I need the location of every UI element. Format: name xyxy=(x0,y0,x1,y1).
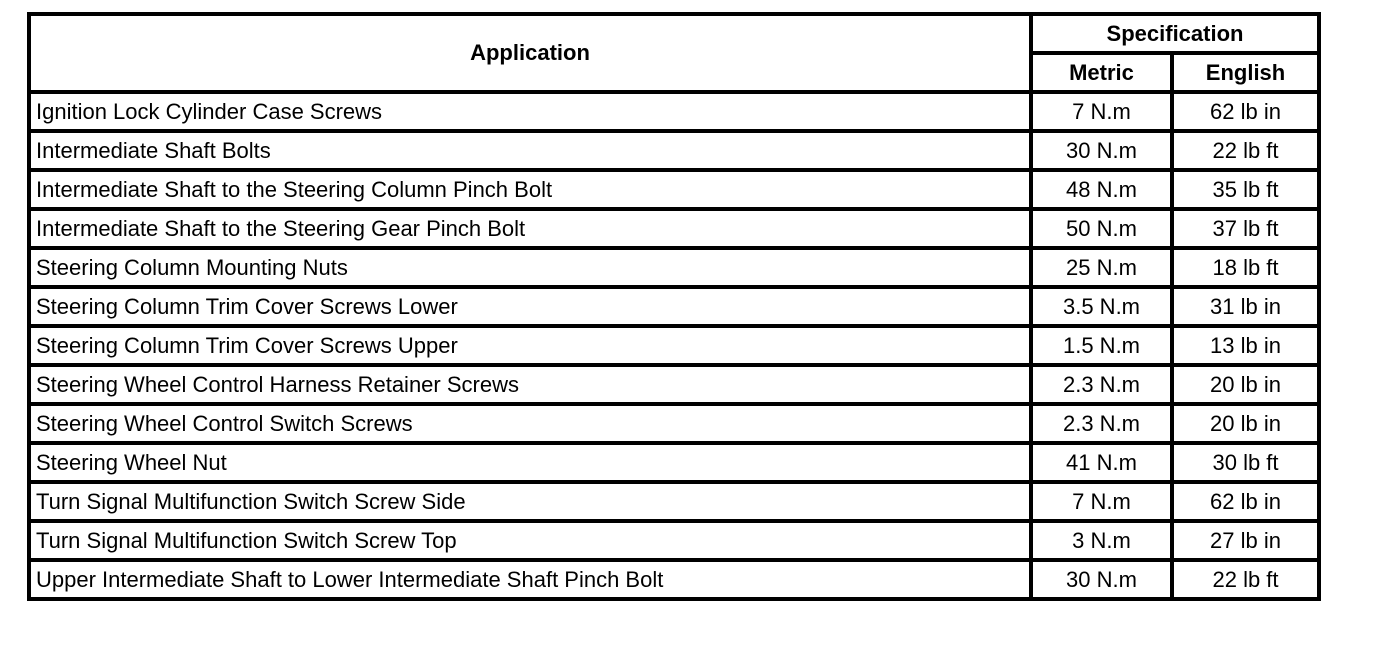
table-row xyxy=(29,131,1319,170)
application-cell: Steering Column Mounting Nuts xyxy=(29,248,1031,287)
torque-specification-table xyxy=(27,12,1321,601)
metric-cell: 7 N.m xyxy=(1031,482,1172,521)
header-row xyxy=(29,14,1319,53)
metric-cell: 7 N.m xyxy=(1031,92,1172,131)
table-row xyxy=(29,443,1319,482)
metric-cell: 25 N.m xyxy=(1031,248,1172,287)
table-row xyxy=(29,248,1319,287)
english-cell: 37 lb ft xyxy=(1172,209,1319,248)
application-cell: Steering Wheel Nut xyxy=(29,443,1031,482)
english-cell: 22 lb ft xyxy=(1172,131,1319,170)
metric-cell: 50 N.m xyxy=(1031,209,1172,248)
metric-cell: 41 N.m xyxy=(1031,443,1172,482)
metric-cell: 30 N.m xyxy=(1031,131,1172,170)
application-cell: Ignition Lock Cylinder Case Screws xyxy=(29,92,1031,131)
table-row xyxy=(29,521,1319,560)
application-cell: Steering Column Trim Cover Screws Upper xyxy=(29,326,1031,365)
table-body xyxy=(29,92,1319,599)
english-header: English xyxy=(1172,53,1319,92)
table-row xyxy=(29,170,1319,209)
application-cell: Intermediate Shaft to the Steering Gear Pinch Bolt xyxy=(29,209,1031,248)
table-row xyxy=(29,209,1319,248)
english-cell: 20 lb in xyxy=(1172,365,1319,404)
english-cell: 18 lb ft xyxy=(1172,248,1319,287)
table-row xyxy=(29,92,1319,131)
english-cell: 30 lb ft xyxy=(1172,443,1319,482)
english-cell: 22 lb ft xyxy=(1172,560,1319,599)
table-row xyxy=(29,287,1319,326)
application-cell: Turn Signal Multifunction Switch Screw Side xyxy=(29,482,1031,521)
table-row xyxy=(29,365,1319,404)
application-header: Application xyxy=(29,14,1031,92)
specification-header: Specification xyxy=(1031,14,1319,53)
english-cell: 20 lb in xyxy=(1172,404,1319,443)
english-cell: 62 lb in xyxy=(1172,482,1319,521)
application-cell: Upper Intermediate Shaft to Lower Intermediate Shaft Pinch Bolt xyxy=(29,560,1031,599)
metric-cell: 3 N.m xyxy=(1031,521,1172,560)
metric-cell: 3.5 N.m xyxy=(1031,287,1172,326)
application-cell: Steering Wheel Control Harness Retainer Screws xyxy=(29,365,1031,404)
table-row xyxy=(29,326,1319,365)
english-cell: 62 lb in xyxy=(1172,92,1319,131)
metric-cell: 2.3 N.m xyxy=(1031,365,1172,404)
english-cell: 31 lb in xyxy=(1172,287,1319,326)
table-row xyxy=(29,560,1319,599)
application-cell: Intermediate Shaft Bolts xyxy=(29,131,1031,170)
metric-cell: 48 N.m xyxy=(1031,170,1172,209)
metric-header: Metric xyxy=(1031,53,1172,92)
english-cell: 13 lb in xyxy=(1172,326,1319,365)
application-cell: Steering Column Trim Cover Screws Lower xyxy=(29,287,1031,326)
application-cell: Turn Signal Multifunction Switch Screw Top xyxy=(29,521,1031,560)
metric-cell: 1.5 N.m xyxy=(1031,326,1172,365)
application-cell: Steering Wheel Control Switch Screws xyxy=(29,404,1031,443)
table-row xyxy=(29,404,1319,443)
metric-cell: 30 N.m xyxy=(1031,560,1172,599)
english-cell: 35 lb ft xyxy=(1172,170,1319,209)
metric-cell: 2.3 N.m xyxy=(1031,404,1172,443)
table-row xyxy=(29,482,1319,521)
english-cell: 27 lb in xyxy=(1172,521,1319,560)
application-cell: Intermediate Shaft to the Steering Column Pinch Bolt xyxy=(29,170,1031,209)
